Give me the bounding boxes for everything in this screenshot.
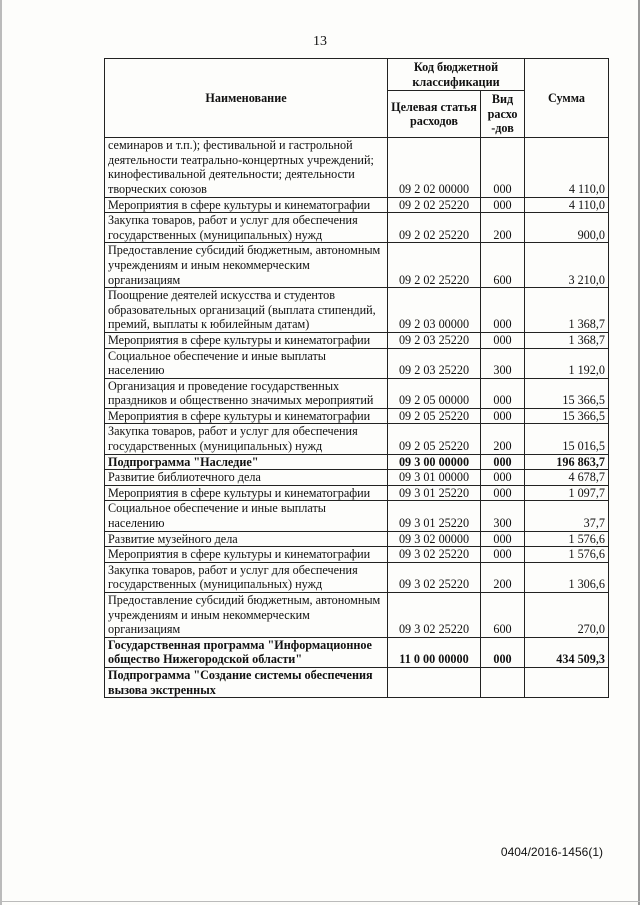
row-sum-cell: 3 210,0 bbox=[525, 243, 609, 288]
table-body bbox=[105, 138, 609, 698]
row-code-cell: 09 2 03 00000 bbox=[388, 288, 481, 333]
row-sum-cell: 4 110,0 bbox=[525, 197, 609, 213]
row-name-cell: Мероприятия в сфере культуры и кинематографии bbox=[105, 197, 388, 213]
row-type-cell: 000 bbox=[481, 454, 525, 470]
page-number: 13 bbox=[313, 34, 327, 49]
row-name-cell: Предоставление субсидий бюджетным, автономным учреждениям и иным некоммерческим организациям bbox=[105, 593, 388, 638]
row-sum-cell: 196 863,7 bbox=[525, 454, 609, 470]
row-type-cell: 200 bbox=[481, 213, 525, 243]
table-row bbox=[105, 531, 609, 547]
row-name-cell: Развитие музейного дела bbox=[105, 531, 388, 547]
row-type-cell: 000 bbox=[481, 288, 525, 333]
row-code-cell: 09 3 02 00000 bbox=[388, 531, 481, 547]
row-sum-cell: 1 097,7 bbox=[525, 485, 609, 501]
row-name-cell: Мероприятия в сфере культуры и кинематографии bbox=[105, 332, 388, 348]
table-row bbox=[105, 424, 609, 454]
row-name-cell: Закупка товаров, работ и услуг для обеспечения государственных (муниципальных) нужд bbox=[105, 424, 388, 454]
document-code: 0404/2016-1456(1) bbox=[500, 845, 603, 859]
row-sum-cell bbox=[525, 667, 609, 697]
row-code-cell: 09 3 02 25220 bbox=[388, 593, 481, 638]
row-sum-cell: 434 509,3 bbox=[525, 637, 609, 667]
row-sum-cell: 15 016,5 bbox=[525, 424, 609, 454]
row-type-cell: 200 bbox=[481, 562, 525, 592]
header-sum: Сумма bbox=[525, 59, 609, 138]
row-name-cell: Мероприятия в сфере культуры и кинематографии bbox=[105, 485, 388, 501]
row-name-cell: семинаров и т.п.); фестивальной и гастрольной деятельности театрально-концертных учреждений; кинофестивальной деятельности; деятельности творческих союзов bbox=[105, 138, 388, 197]
row-name-cell: Развитие библиотечного дела bbox=[105, 470, 388, 486]
table-row bbox=[105, 243, 609, 288]
row-code-cell: 09 2 02 25220 bbox=[388, 213, 481, 243]
row-type-cell: 000 bbox=[481, 547, 525, 563]
row-sum-cell: 4 678,7 bbox=[525, 470, 609, 486]
table-header bbox=[105, 59, 609, 138]
row-sum-cell: 900,0 bbox=[525, 213, 609, 243]
row-code-cell bbox=[388, 667, 481, 697]
table-row bbox=[105, 378, 609, 408]
row-type-cell: 600 bbox=[481, 243, 525, 288]
table-row bbox=[105, 348, 609, 378]
row-code-cell: 09 2 03 25220 bbox=[388, 332, 481, 348]
row-name-cell: Поощрение деятелей искусства и студентов образовательных организаций (выплата стипендий, премий, выплаты к юбилейным датам) bbox=[105, 288, 388, 333]
row-code-cell: 09 2 05 00000 bbox=[388, 378, 481, 408]
table-row bbox=[105, 485, 609, 501]
table-row bbox=[105, 470, 609, 486]
row-name-cell: Социальное обеспечение и иные выплаты населению bbox=[105, 501, 388, 531]
row-type-cell: 300 bbox=[481, 501, 525, 531]
row-name-cell: Организация и проведение государственных праздников и общественно значимых мероприятий bbox=[105, 378, 388, 408]
row-name-cell: Подпрограмма "Создание системы обеспечения вызова экстренных bbox=[105, 667, 388, 697]
row-code-cell: 09 3 01 25220 bbox=[388, 501, 481, 531]
row-name-cell: Социальное обеспечение и иные выплаты населению bbox=[105, 348, 388, 378]
row-name-cell: Мероприятия в сфере культуры и кинематографии bbox=[105, 547, 388, 563]
row-sum-cell: 1 576,6 bbox=[525, 547, 609, 563]
row-sum-cell: 270,0 bbox=[525, 593, 609, 638]
row-sum-cell: 1 306,6 bbox=[525, 562, 609, 592]
row-code-cell: 09 3 01 00000 bbox=[388, 470, 481, 486]
row-code-cell: 09 3 01 25220 bbox=[388, 485, 481, 501]
row-code-cell: 09 3 02 25220 bbox=[388, 547, 481, 563]
row-sum-cell: 1 368,7 bbox=[525, 288, 609, 333]
row-code-cell: 09 2 02 25220 bbox=[388, 197, 481, 213]
row-name-cell: Закупка товаров, работ и услуг для обеспечения государственных (муниципальных) нужд bbox=[105, 562, 388, 592]
row-type-cell: 000 bbox=[481, 470, 525, 486]
row-name-cell: Подпрограмма "Наследие" bbox=[105, 454, 388, 470]
header-code-group: Код бюджетной классификации bbox=[388, 59, 525, 91]
row-code-cell: 09 2 02 00000 bbox=[388, 138, 481, 197]
row-type-cell: 600 bbox=[481, 593, 525, 638]
table-row bbox=[105, 637, 609, 667]
row-sum-cell: 37,7 bbox=[525, 501, 609, 531]
row-code-cell: 09 2 05 25220 bbox=[388, 408, 481, 424]
header-target: Целевая статья расходов bbox=[388, 91, 481, 138]
scan-edge-bottom bbox=[0, 901, 640, 902]
row-type-cell: 000 bbox=[481, 138, 525, 197]
row-code-cell: 11 0 00 00000 bbox=[388, 637, 481, 667]
table-row bbox=[105, 138, 609, 197]
row-name-cell: Государственная программа "Информационное общество Нижегородской области" bbox=[105, 637, 388, 667]
row-sum-cell: 1 368,7 bbox=[525, 332, 609, 348]
row-type-cell: 000 bbox=[481, 332, 525, 348]
row-sum-cell: 15 366,5 bbox=[525, 378, 609, 408]
row-type-cell: 200 bbox=[481, 424, 525, 454]
row-type-cell: 300 bbox=[481, 348, 525, 378]
row-name-cell: Предоставление субсидий бюджетным, автономным учреждениям и иным некоммерческим организациям bbox=[105, 243, 388, 288]
row-type-cell: 000 bbox=[481, 531, 525, 547]
row-sum-cell: 1 576,6 bbox=[525, 531, 609, 547]
header-name: Наименование bbox=[105, 59, 388, 138]
header-type: Вид расхо -дов bbox=[481, 91, 525, 138]
row-code-cell: 09 2 02 25220 bbox=[388, 243, 481, 288]
row-name-cell: Закупка товаров, работ и услуг для обеспечения государственных (муниципальных) нужд bbox=[105, 213, 388, 243]
table-row bbox=[105, 332, 609, 348]
budget-table bbox=[104, 58, 609, 698]
row-code-cell: 09 2 05 25220 bbox=[388, 424, 481, 454]
row-sum-cell: 15 366,5 bbox=[525, 408, 609, 424]
row-code-cell: 09 3 02 25220 bbox=[388, 562, 481, 592]
table-row bbox=[105, 501, 609, 531]
row-type-cell bbox=[481, 667, 525, 697]
table-row bbox=[105, 667, 609, 697]
row-code-cell: 09 2 03 25220 bbox=[388, 348, 481, 378]
row-type-cell: 000 bbox=[481, 637, 525, 667]
table-row bbox=[105, 288, 609, 333]
table-row bbox=[105, 454, 609, 470]
row-sum-cell: 1 192,0 bbox=[525, 348, 609, 378]
table-row bbox=[105, 593, 609, 638]
table-row bbox=[105, 408, 609, 424]
row-type-cell: 000 bbox=[481, 197, 525, 213]
table-row bbox=[105, 213, 609, 243]
row-sum-cell: 4 110,0 bbox=[525, 138, 609, 197]
table-row bbox=[105, 562, 609, 592]
row-code-cell: 09 3 00 00000 bbox=[388, 454, 481, 470]
table-row bbox=[105, 197, 609, 213]
table-row bbox=[105, 547, 609, 563]
row-type-cell: 000 bbox=[481, 408, 525, 424]
row-type-cell: 000 bbox=[481, 378, 525, 408]
row-type-cell: 000 bbox=[481, 485, 525, 501]
scan-edge-left bbox=[0, 0, 2, 905]
row-name-cell: Мероприятия в сфере культуры и кинематографии bbox=[105, 408, 388, 424]
